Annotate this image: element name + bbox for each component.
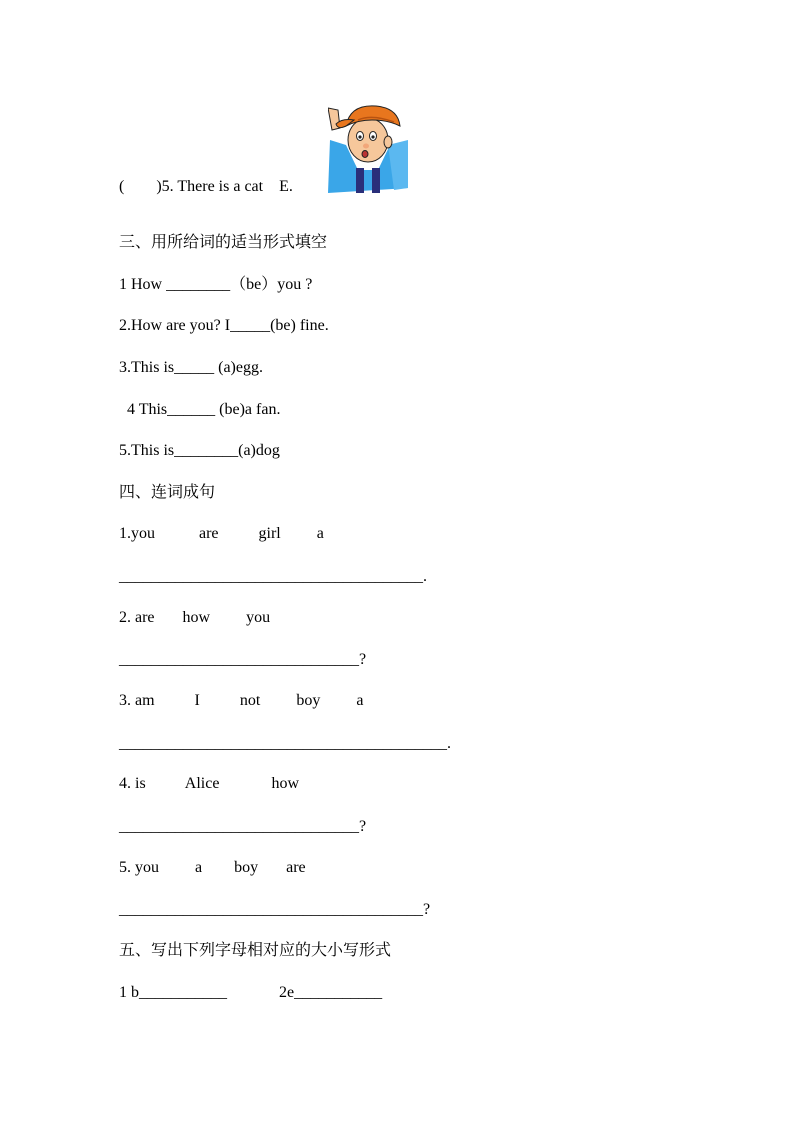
section-5-title: 五、写出下列字母相对应的大小写形式 — [119, 940, 392, 959]
cartoon-boy-with-cap-icon — [328, 100, 408, 193]
section-4-item-3-answer-line: _________________________________________. — [119, 735, 451, 752]
section-4-item-4-words: 4. is Alice how — [119, 775, 299, 792]
section-3-item-5: 5.This is________(a)dog — [119, 442, 280, 459]
section-4-item-1-answer-line: ______________________________________. — [119, 568, 427, 585]
section-3-item-3: 3.This is_____ (a)egg. — [119, 359, 263, 376]
section-3-item-1: 1 How ________（be）you ? — [119, 276, 313, 293]
section-3-title: 三、用所给词的适当形式填空 — [119, 232, 328, 251]
section-4-item-5-answer-line: ______________________________________? — [119, 901, 431, 918]
section-4-item-5-words: 5. you a boy are — [119, 859, 306, 876]
cartoon-boy-picture — [328, 100, 408, 193]
section-3-item-2: 2.How are you? I_____(be) fine. — [119, 317, 329, 334]
section-4-item-1-words: 1.you are girl a — [119, 525, 324, 542]
section-4-item-4-answer-line: ______________________________? — [119, 818, 367, 835]
question-5: ( )5. There is a cat E. — [119, 178, 293, 195]
section-3-item-4: 4 This______ (be)a fan. — [119, 401, 281, 418]
section-4-item-2-answer-line: ______________________________? — [119, 651, 367, 668]
section-4-title: 四、连词成句 — [119, 482, 216, 501]
section-4-item-3-words: 3. am I not boy a — [119, 692, 364, 709]
section-4-item-2-words: 2. are how you — [119, 609, 271, 626]
section-5-items: 1 b___________ 2e___________ — [119, 984, 383, 1001]
